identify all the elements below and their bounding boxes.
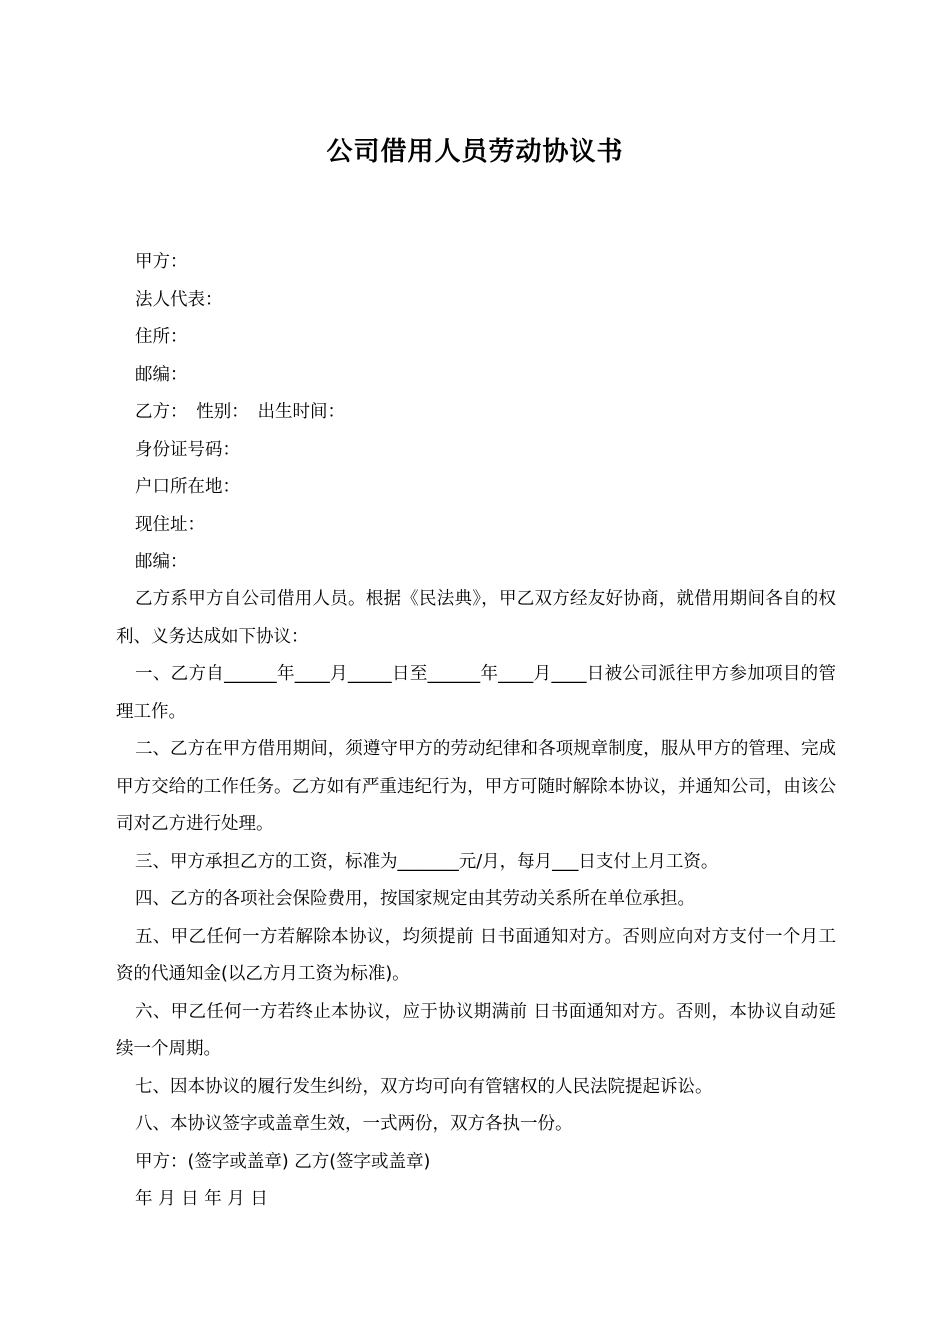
field-postcode-b: 邮编： — [135, 552, 188, 572]
paragraph-clause-8: 八、本协议签字或盖章生效，一式两份，双方各执一份。 — [135, 1114, 573, 1134]
paragraph-clause-4: 四、乙方的各项社会保险费用，按国家规定由其劳动关系所在单位承担。 — [135, 889, 695, 909]
signature-line: 甲方：(签字或盖章) 乙方(签字或盖章) — [135, 1151, 431, 1172]
field-current-address: 现住址： — [135, 514, 205, 535]
paragraph-clause-5: 五、甲乙任何一方若解除本协议，均须提前 日书面通知对方。否则应向对方支付一个月工资的代通知金(以乙方月工资为标准)。 — [116, 926, 836, 984]
paragraph-clause-6: 六、甲乙任何一方若终止本协议，应于协议期满前 日书面通知对方。否则，本协议自动延续一个周期。 — [116, 1001, 836, 1059]
field-postcode-a: 邮编： — [135, 364, 188, 385]
field-address: 住所： — [135, 327, 188, 347]
field-party-a: 甲方： — [135, 252, 188, 272]
date-line: 年 月 日 年 月 日 — [135, 1189, 268, 1209]
agreement-body — [116, 581, 836, 1219]
paragraph-clause-3: 三、甲方承担乙方的工资，标准为_______元/月，每月___日支付上月工资。 — [135, 851, 719, 872]
party-info-fields — [135, 244, 835, 582]
paragraph-clause-7: 七、因本协议的履行发生纠纷，双方均可向有管辖权的人民法院提起诉讼。 — [135, 1076, 713, 1097]
paragraph-clause-1: 一、乙方自______年____月_____日至______年____月____日被公司派往甲方参加项目的管理工作。 — [116, 664, 836, 722]
field-household-registration: 户口所在地： — [135, 477, 240, 497]
paragraph-clause-2: 二、乙方在甲方借用期间，须遵守甲方的劳动纪律和各项规章制度，服从甲方的管理、完成甲方交给的工作任务。乙方如有严重违纪行为，甲方可随时解除本协议，并通知公司，由该公司对乙方进行处理。 — [116, 739, 836, 834]
paragraph-intro: 乙方系甲方自公司借用人员。根据《民法典》，甲乙双方经友好协商，就借用期间各自的权利、义务达成如下协议： — [116, 589, 836, 647]
document-title: 公司借用人员劳动协议书 — [326, 137, 624, 167]
field-legal-representative: 法人代表： — [135, 289, 223, 310]
field-party-b: 乙方： 性别： 出生时间： — [135, 402, 345, 422]
field-id-number: 身份证号码： — [135, 439, 240, 460]
